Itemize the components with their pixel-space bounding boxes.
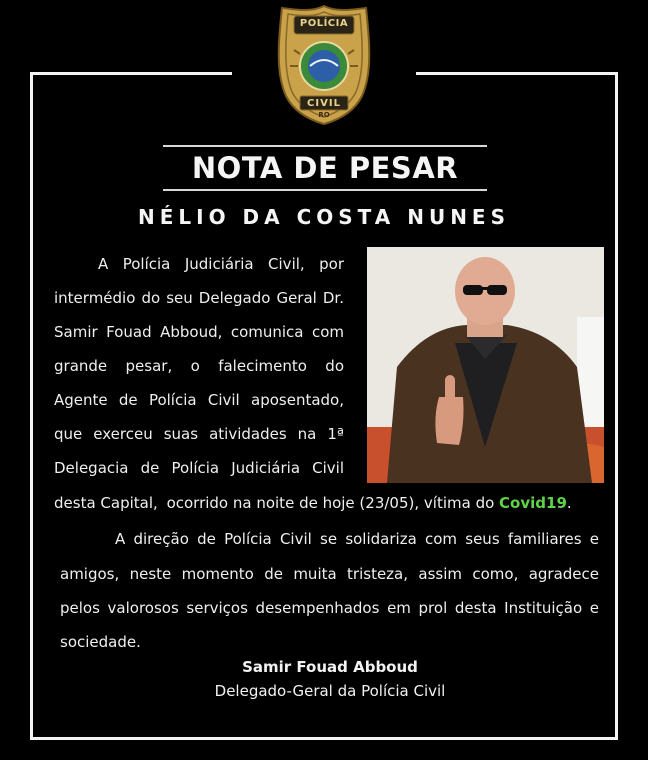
badge-state-text: RO [318,111,330,119]
paragraph1-line: que exerceu suas atividades na 1ª [54,425,344,443]
paragraph1-period: . [566,494,572,512]
badge-bottom-text: CIVIL [307,98,341,109]
badge-top-text: POLÍCIA [299,18,349,29]
signature-role: Delegado-Geral da Polícia Civil [214,682,446,700]
paragraph1-line: Agente de Polícia Civil aposentado, [54,391,344,409]
paragraph1-line: Delegacia de Polícia Judiciária Civil [54,459,344,477]
paragraph1-last-b: ocorrido na noite de hoje (23/05), vítima do [166,494,495,512]
paragraph2-line: A direção de Polícia Civil se solidariza com seus familiares e [115,530,599,548]
paragraph2-line: sociedade. [60,633,141,651]
deceased-name: NÉLIO DA COSTA NUNES [138,205,510,229]
covid-highlight: Covid19 [499,494,567,512]
paragraph2-line: amigos, neste momento de muita tristeza, assim como, agradece [60,565,599,583]
paragraph2-line: pelos valorosos serviços desempenhados em prol desta Instituição e [60,599,599,617]
paragraph1-last-line [54,494,572,512]
paragraph1-line: intermédio do seu Delegado Geral Dr. [54,289,344,307]
deceased-photo [367,247,604,483]
paragraph1-line: A Polícia Judiciária Civil, por [98,255,344,273]
page-title: NOTA DE PESAR [191,151,459,185]
signature-name: Samir Fouad Abboud [242,658,418,676]
paragraph1-line: Samir Fouad Abboud, comunica com [54,323,344,341]
paragraph1-line: grande pesar, o falecimento do [54,357,344,375]
paragraph1-last-a: desta Capital, [54,494,158,512]
policia-civil-badge-icon [274,4,374,126]
title-box [163,145,487,191]
